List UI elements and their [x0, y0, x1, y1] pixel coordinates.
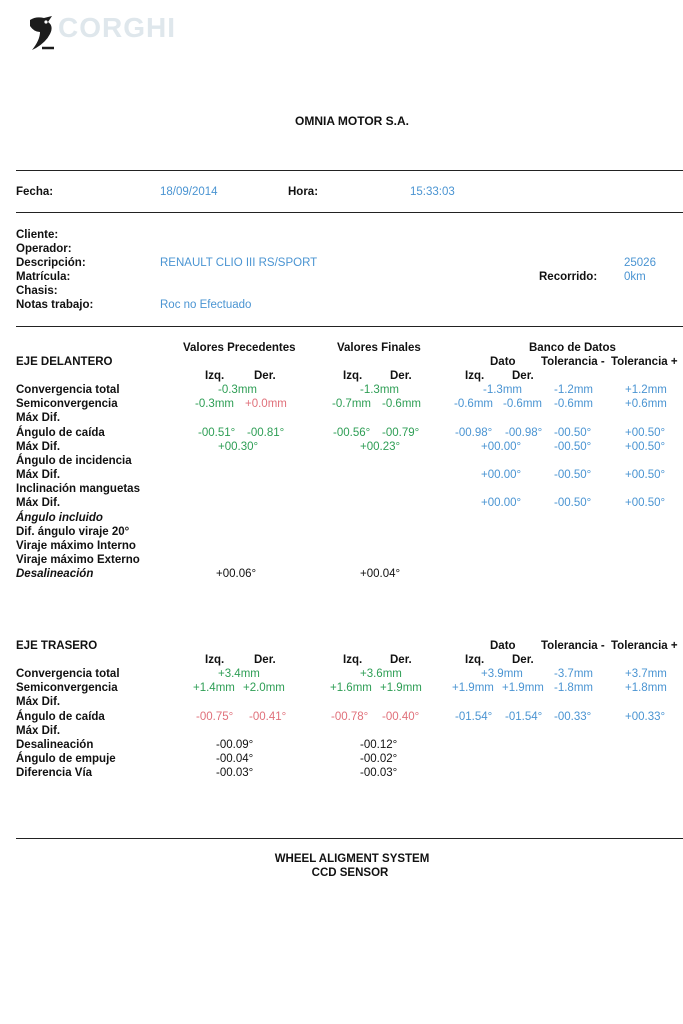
rear-desal-prev: -00.09°: [216, 739, 254, 751]
rear-tol-minus-header: Tolerancia -: [541, 640, 605, 652]
rear-empuje-label: Ángulo de empuje: [16, 753, 116, 765]
front-conv-dato: -1.3mm: [483, 384, 522, 396]
rear-caida-fin-der: -00.40°: [382, 711, 420, 723]
front-desal-fin: +00.04°: [360, 568, 401, 580]
front-axle-title: EJE DELANTERO: [16, 356, 113, 368]
front-caida-tmin: -00.50°: [554, 427, 592, 439]
notas-value: Roc no Efectuado: [160, 299, 252, 311]
corghi-bird-logo-icon: [26, 14, 60, 52]
rear-conv-dato: +3.9mm: [481, 668, 523, 680]
front-maxdif2-prev: +00.30°: [218, 441, 259, 453]
cliente-label: Cliente:: [16, 229, 59, 241]
front-caida-fin-izq: -00.56°: [333, 427, 371, 439]
front-caida-prev-izq: -00.51°: [198, 427, 236, 439]
front-conv-tmax: +1.2mm: [625, 384, 667, 396]
front-caida-label: Ángulo de caída: [16, 427, 105, 439]
rear-fin-izq-header: Izq.: [343, 654, 363, 666]
recorrido-label: Recorrido:: [539, 271, 598, 283]
front-semi-fin-izq: -0.7mm: [332, 398, 371, 410]
notas-label: Notas trabajo:: [16, 299, 94, 311]
front-maxdif2-fin: +00.23°: [360, 441, 401, 453]
divider-top: [16, 170, 683, 171]
front-semiconv-label: Semiconvergencia: [16, 398, 118, 410]
front-conv-fin: -1.3mm: [360, 384, 399, 396]
rear-caida-label: Ángulo de caída: [16, 711, 105, 723]
rear-caida-prev-der: -00.41°: [249, 711, 287, 723]
rear-caida-dato-izq: -01.54°: [455, 711, 493, 723]
rear-axle-title: EJE TRASERO: [16, 640, 98, 652]
front-semi-prev-izq: -0.3mm: [195, 398, 234, 410]
front-caida-dato-der: -00.98°: [505, 427, 543, 439]
chasis-label: Chasis:: [16, 285, 58, 297]
front-fin-izq-header: Izq.: [343, 370, 363, 382]
front-semi-tmin: -0.6mm: [554, 398, 593, 410]
rear-fin-der-header: Der.: [390, 654, 412, 666]
rear-semi-dato-izq: +1.9mm: [452, 682, 494, 694]
front-semi-prev-der: +0.0mm: [245, 398, 287, 410]
front-valores-finales: Valores Finales: [337, 342, 421, 354]
vehicle-code: 25026: [624, 257, 656, 269]
front-virajeint-label: Viraje máximo Interno: [16, 540, 136, 552]
rear-semi-dato-der: +1.9mm: [502, 682, 544, 694]
rear-caida-tmax: +00.33°: [625, 711, 666, 723]
front-maxdif2-tmin: -00.50°: [554, 441, 592, 453]
rear-dato-header: Dato: [490, 640, 516, 652]
front-maxdif3-dato: +00.00°: [481, 469, 522, 481]
rear-semi-prev-der: +2.0mm: [243, 682, 285, 694]
front-prev-der-header: Der.: [254, 370, 276, 382]
front-incluido-label: Ángulo incluido: [16, 512, 103, 524]
rear-semi-fin-der: +1.9mm: [380, 682, 422, 694]
rear-empuje-fin: -00.02°: [360, 753, 398, 765]
rear-semiconv-label: Semiconvergencia: [16, 682, 118, 694]
front-tol-plus-header: Tolerancia +: [611, 356, 678, 368]
rear-semi-fin-izq: +1.6mm: [330, 682, 372, 694]
fecha-label: Fecha:: [16, 186, 54, 198]
rear-caida-tmin: -00.33°: [554, 711, 592, 723]
front-viraje20-label: Dif. ángulo viraje 20°: [16, 526, 130, 538]
front-caida-prev-der: -00.81°: [247, 427, 285, 439]
rear-convergencia-label: Convergencia total: [16, 668, 120, 680]
front-maxdif3-label: Máx Dif.: [16, 469, 61, 481]
divider-2: [16, 212, 683, 213]
front-virajeext-label: Viraje máximo Externo: [16, 554, 140, 566]
rear-conv-prev: +3.4mm: [218, 668, 260, 680]
front-maxdif3-tmin: -00.50°: [554, 469, 592, 481]
front-conv-tmin: -1.2mm: [554, 384, 593, 396]
recorrido-value: 0km: [624, 271, 646, 283]
rear-semi-tmax: +1.8mm: [625, 682, 667, 694]
footer-line1: WHEEL ALIGMENT SYSTEM: [274, 853, 430, 865]
rear-semi-tmin: -1.8mm: [554, 682, 593, 694]
front-fin-der-header: Der.: [390, 370, 412, 382]
front-dato-izq-header: Izq.: [465, 370, 485, 382]
rear-maxdif2-label: Máx Dif.: [16, 725, 61, 737]
front-banco-datos: Banco de Datos: [529, 342, 616, 354]
front-caida-fin-der: -00.79°: [382, 427, 420, 439]
front-dato-der-header: Der.: [512, 370, 534, 382]
rear-dato-der-header: Der.: [512, 654, 534, 666]
rear-desal-fin: -00.12°: [360, 739, 398, 751]
rear-via-prev: -00.03°: [216, 767, 254, 779]
front-desalineacion-label: Desalineación: [16, 568, 94, 580]
rear-dato-izq-header: Izq.: [465, 654, 485, 666]
front-semi-tmax: +0.6mm: [625, 398, 667, 410]
front-tol-minus-header: Tolerancia -: [541, 356, 605, 368]
rear-prev-der-header: Der.: [254, 654, 276, 666]
front-semi-dato-der: -0.6mm: [503, 398, 542, 410]
rear-via-label: Diferencia Vía: [16, 767, 93, 779]
front-maxdif4-label: Máx Dif.: [16, 497, 61, 509]
front-maxdif4-tmin: -00.50°: [554, 497, 592, 509]
front-maxdif4-tmax: +00.50°: [625, 497, 666, 509]
rear-caida-dato-der: -01.54°: [505, 711, 543, 723]
divider-bottom: [16, 838, 683, 839]
front-maxdif2-label: Máx Dif.: [16, 441, 61, 453]
rear-prev-izq-header: Izq.: [205, 654, 225, 666]
rear-via-fin: -00.03°: [360, 767, 398, 779]
rear-conv-tmin: -3.7mm: [554, 668, 593, 680]
front-incidencia-label: Ángulo de incidencia: [16, 455, 132, 467]
rear-caida-prev-izq: -00.75°: [196, 711, 234, 723]
front-semi-fin-der: -0.6mm: [382, 398, 421, 410]
front-maxdif2-dato: +00.00°: [481, 441, 522, 453]
rear-tol-plus-header: Tolerancia +: [611, 640, 678, 652]
rear-caida-fin-izq: -00.78°: [331, 711, 369, 723]
company-name: OMNIA MOTOR S.A.: [295, 114, 409, 128]
fecha-value: 18/09/2014: [160, 186, 218, 198]
front-maxdif2-tmax: +00.50°: [625, 441, 666, 453]
front-maxdif1-label: Máx Dif.: [16, 412, 61, 424]
rear-maxdif1-label: Máx Dif.: [16, 696, 61, 708]
footer-line2: CCD SENSOR: [311, 867, 389, 879]
front-manguetas-label: Inclinación manguetas: [16, 483, 140, 495]
rear-conv-fin: +3.6mm: [360, 668, 402, 680]
front-valores-precedentes: Valores Precedentes: [183, 342, 296, 354]
front-caida-tmax: +00.50°: [625, 427, 666, 439]
front-maxdif4-dato: +00.00°: [481, 497, 522, 509]
operador-label: Operador:: [16, 243, 72, 255]
matricula-label: Matrícula:: [16, 271, 71, 283]
rear-desalineacion-label: Desalineación: [16, 739, 94, 751]
front-semi-dato-izq: -0.6mm: [454, 398, 493, 410]
rear-empuje-prev: -00.04°: [216, 753, 254, 765]
front-conv-prev: -0.3mm: [218, 384, 257, 396]
corghi-logo-text: CORGHI: [58, 12, 176, 43]
front-desal-prev: +00.06°: [216, 568, 257, 580]
hora-label: Hora:: [288, 186, 319, 198]
hora-value: 15:33:03: [410, 186, 455, 198]
front-caida-dato-izq: -00.98°: [455, 427, 493, 439]
descripcion-value: RENAULT CLIO III RS/SPORT: [160, 257, 318, 269]
front-convergencia-label: Convergencia total: [16, 384, 120, 396]
descripcion-label: Descripción:: [16, 257, 86, 269]
rear-conv-tmax: +3.7mm: [625, 668, 667, 680]
divider-3: [16, 326, 683, 327]
front-dato-header: Dato: [490, 356, 516, 368]
rear-semi-prev-izq: +1.4mm: [193, 682, 235, 694]
front-prev-izq-header: Izq.: [205, 370, 225, 382]
front-maxdif3-tmax: +00.50°: [625, 469, 666, 481]
